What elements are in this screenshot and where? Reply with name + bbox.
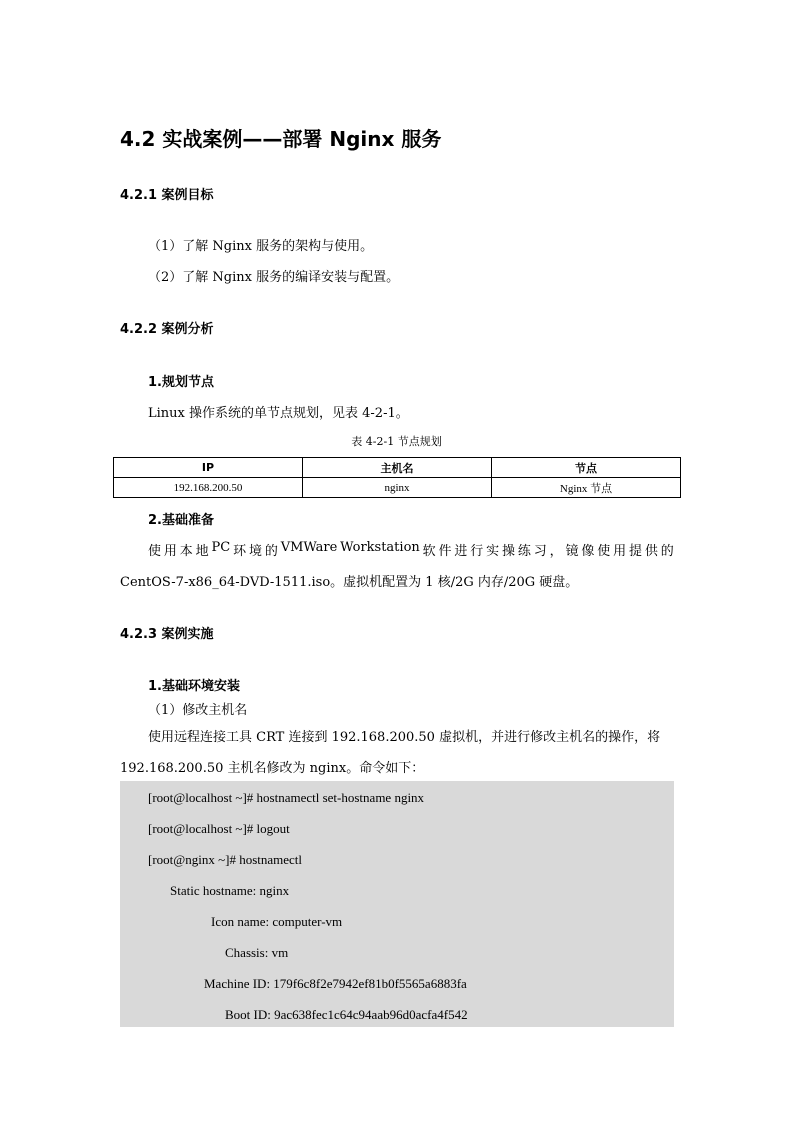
justified-token: VMWare (280, 540, 338, 555)
justified-token: 实 (486, 544, 500, 559)
code-line: Machine ID: 179f6c8f2e7942ef81b0f5565a6883fa (204, 976, 467, 991)
justified-token: 提 (629, 544, 643, 559)
code-block (120, 781, 674, 1027)
justified-token: 境 (248, 544, 262, 559)
justified-token: PC (211, 540, 231, 555)
code-line: [root@localhost ~]# logout (148, 821, 290, 836)
heading-plan-nodes: 1.规划节点 (148, 375, 214, 390)
justified-token: 操 (502, 544, 516, 559)
justified-token: 的 (264, 544, 278, 559)
code-line: Chassis: vm (225, 945, 289, 960)
justified-token: 环 (233, 544, 247, 559)
section-title: 4.2 实战案例——部署 Nginx 服务 (120, 127, 442, 151)
table-header-cell: IP (114, 458, 303, 478)
node-plan-table (113, 457, 681, 498)
justified-token: 地 (195, 544, 209, 559)
justified-token: 本 (179, 544, 193, 559)
code-line: [root@nginx ~]# hostnamectl (148, 852, 303, 867)
heading-env-install: 1.基础环境安装 (148, 679, 240, 694)
basic-prep-line-2: CentOS-7-x86_64-DVD-1511.iso。虚拟机配置为 1 核/2G 内存/20G 硬盘。 (120, 575, 579, 590)
heading-basic-prep: 2.基础准备 (148, 513, 214, 528)
justified-token: 练 (517, 544, 531, 559)
table-caption: 表 4-2-1 节点规划 (351, 435, 442, 448)
basic-prep-line-1 (148, 540, 674, 559)
goal-item-2: （2）了解 Nginx 服务的编译安装与配置。 (148, 270, 400, 285)
table-row (114, 478, 681, 498)
step-modify-hostname: （1）修改主机名 (148, 703, 248, 718)
plan-nodes-text: Linux 操作系统的单节点规划，见表 4-2-1。 (148, 406, 409, 421)
justified-token: 用 (613, 544, 627, 559)
justified-token: 习 (533, 544, 547, 559)
table-cell: nginx (303, 478, 492, 498)
code-line: Boot ID: 9ac638fec1c64c94aab96d0acfa4f542 (225, 1007, 468, 1022)
justified-token: 的 (660, 544, 674, 559)
justified-token: 供 (644, 544, 658, 559)
heading-4-2-2: 4.2.2 案例分析 (120, 322, 214, 337)
justified-token: Workstation (340, 540, 420, 555)
heading-4-2-3: 4.2.3 案例实施 (120, 627, 214, 642)
justified-token: 镜 (565, 544, 579, 559)
table-header-row (114, 458, 681, 478)
justified-token: 软 (422, 544, 436, 559)
justified-token: 用 (163, 544, 177, 559)
table-cell: Nginx 节点 (492, 478, 681, 498)
code-line: Static hostname: nginx (170, 883, 290, 898)
goal-item-1: （1）了解 Nginx 服务的架构与使用。 (148, 239, 374, 254)
step-para-line-2: 192.168.200.50 主机名修改为 nginx。命令如下： (120, 761, 425, 776)
justified-token: 使 (597, 544, 611, 559)
table-cell: 192.168.200.50 (114, 478, 303, 498)
justified-token: 使 (148, 544, 162, 559)
justified-token: 进 (454, 544, 468, 559)
heading-4-2-1: 4.2.1 案例目标 (120, 188, 214, 203)
justified-token: ， (549, 544, 563, 559)
step-para-line-1: 使用远程连接工具 CRT 连接到 192.168.200.50 虚拟机，并进行修改主机名的操作，将 (148, 730, 661, 745)
justified-token: 件 (438, 544, 452, 559)
table-header-cell: 主机名 (303, 458, 492, 478)
justified-token: 行 (470, 544, 484, 559)
code-line: [root@localhost ~]# hostnamectl set-hostname nginx (148, 790, 425, 805)
table-header-cell: 节点 (492, 458, 681, 478)
justified-token: 像 (581, 544, 595, 559)
code-line: Icon name: computer-vm (211, 914, 343, 929)
